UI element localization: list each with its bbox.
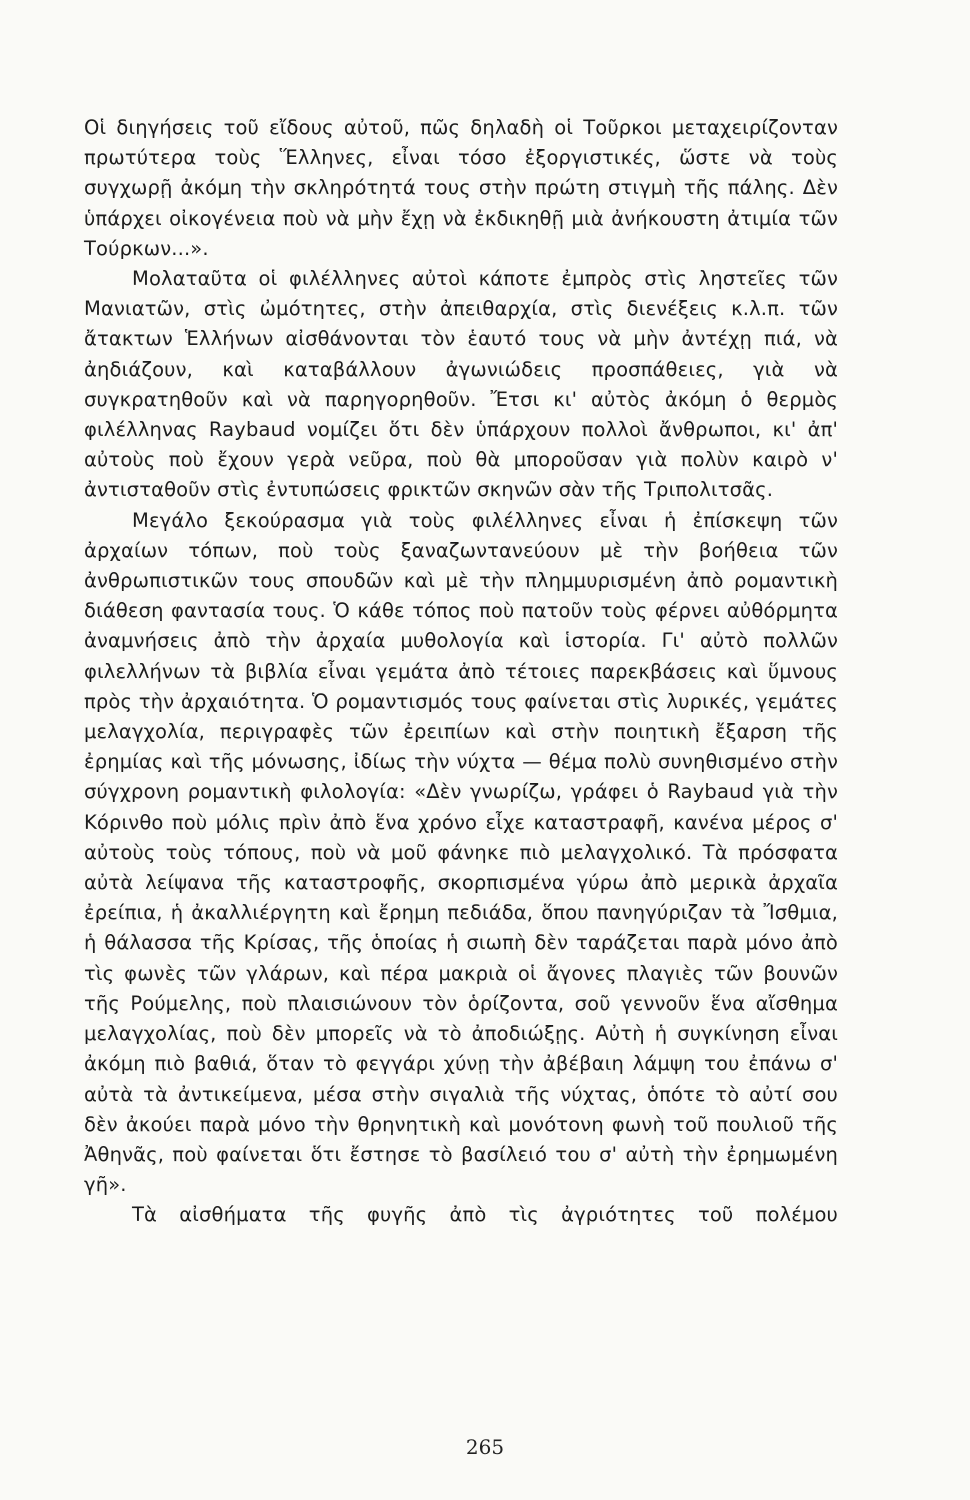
paragraph-4: Τὰ αἰσθήματα τῆς φυγῆς ἀπὸ τὶς ἀγριότητες τοῦ πολέμου — [132, 1203, 838, 1227]
paragraph-3: Μεγάλο ξεκούρασμα γιὰ τοὺς φιλέλληνες εἶναι ἡ ἐπίσκεψη τῶν ἀρχαίων τόπων, ποὺ τοὺς ξαναζωντανεύουν μὲ τὴν βοήθεια τῶν ἀνθρωπιστικῶν τους σπουδῶν καὶ μὲ τὴν πλημμυρισμένη ἀπὸ ρομαντικὴ διάθεση φαντασία τους. Ὁ κάθε τόπος ποὺ πατοῦν τοὺς φέρνει αὐθόρμητα ἀναμνήσεις ἀπὸ τὴν ἀρχαία μυθολογία καὶ ἱστορία. Γι' αὐτὸ πολλῶν φιλελλήνων τὰ βιβλία εἶναι γεμάτα ἀπὸ τέτοιες παρεκβάσεις καὶ ὕμνους πρὸς τὴν ἀρχαιότητα. Ὁ ρομαντισμός τους φαίνεται στὶς λυρικές, γεμάτες μελαγχολία, περιγραφὲς τῶν ἐρειπίων καὶ στὴν ποιητικὴ ἔξαρση τῆς ἐρημίας καὶ τῆς μόνωσης, ἰδίως τὴν νύχτα — θέμα πολὺ συνηθισμένο στὴν σύγχρονη ρομαντικὴ φιλολογία: «Δὲν γνωρίζω, γράφει ὁ Raybaud γιὰ τὴν Κόρινθο ποὺ μόλις πρὶν ἀπὸ ἕνα χρόνο εἶχε καταστραφῆ, κανένα μέρος σ' αὐτοὺς τοὺς τόπους, ποὺ νὰ μοῦ φάνηκε πιὸ μελαγχολικό. Τὰ πρόσφατα αὐτὰ λείψανα τῆς καταστροφῆς, σκορπισμένα γύρω ἀπὸ μερικὰ ἀρχαῖα ἐρείπια, ἡ ἀκαλλιέργητη καὶ ἔρημη πεδιάδα, ὅπου πανηγύριζαν τὰ Ἴσθμια, ἡ θάλασσα τῆς Κρίσας, τῆς ὁποίας ἡ σιωπὴ δὲν ταράζεται παρὰ μόνο ἀπὸ τὶς φωνὲς τῶν γλάρων, καὶ πέρα μακριὰ οἱ ἄγονες πλαγιὲς τῶν βουνῶν τῆς Ρούμελης, ποὺ πλαισιώνουν τὸν ὁρίζοντα, σοῦ γεννοῦν ἕνα αἴσθημα μελαγχολίας, ποὺ δὲν μπορεῖς νὰ τὸ ἀποδιώξῃς. Αὐτὴ ἡ συγκίνηση εἶναι ἀκόμη πιὸ βαθιά, ὅταν τὸ φεγγάρι χύνῃ τὴν ἀβέβαιη λάμψη του ἐπάνω σ' αὐτὰ τὰ ἀντικείμενα, μέσα στὴν σιγαλιὰ τῆς νύχτας, ὁπότε τὸ αὐτί σου δὲν ἀκούει παρὰ μόνο τὴν θρηνητικὴ καὶ μονότονη φωνὴ τοῦ πουλιοῦ τῆς Ἀθηνᾶς, ποὺ φαίνεται ὅτι ἔστησε τὸ βασίλειό του σ' αὐτὴ τὴν ἐρημωμένη γῆ». — [84, 508, 838, 1197]
body-text — [84, 113, 838, 1231]
paragraph-2: Μολαταῦτα οἱ φιλέλληνες αὐτοὶ κάποτε ἐμπρὸς στὶς ληστεῖες τῶν Μανιατῶν, στὶς ὠμότητες, στὴν ἀπειθαρχία, στὶς διενέξεις κ.λ.π. τῶν ἄτακτων Ἑλλήνων αἰσθάνονται τὸν ἑαυτό τους νὰ μὴν ἀντέχῃ πιά, νὰ ἀηδιάζουν, καὶ καταβάλλουν ἀγωνιώδεις προσπάθειες, γιὰ νὰ συγκρατηθοῦν καὶ νὰ παρηγορηθοῦν. Ἔτσι κι' αὐτὸς ἀκόμη ὁ θερμὸς φιλέλληνας Raybaud νομίζει ὅτι δὲν ὑπάρχουν πολλοὶ ἄνθρωποι, κι' ἀπ' αὐτοὺς ποὺ ἔχουν γερὰ νεῦρα, ποὺ θὰ μποροῦσαν γιὰ πολὺν καιρὸ ν' ἀντισταθοῦν στὶς ἐντυπώσεις φρικτῶν σκηνῶν σὰν τῆς Τριπολιτσᾶς. — [84, 267, 838, 502]
page-number: 265 — [465, 1435, 505, 1459]
paragraph-1: Οἱ διηγήσεις τοῦ εἴδους αὐτοῦ, πῶς δηλαδὴ οἱ Τοῦρκοι μεταχειρίζονταν πρωτύτερα τοὺς Ἕλληνες, εἶναι τόσο ἐξοργιστικές, ὥστε νὰ τοὺς συγχωρῇ ἀκόμη τὴν σκληρότητά τους στὴν πρώτη στιγμὴ τῆς πάλης. Δὲν ὑπάρχει οἰκογένεια ποὺ νὰ μὴν ἔχῃ νὰ ἐκδικηθῇ μιὰ ἀνήκουστη ἀτιμία τῶν Τούρκων...». — [84, 116, 838, 260]
